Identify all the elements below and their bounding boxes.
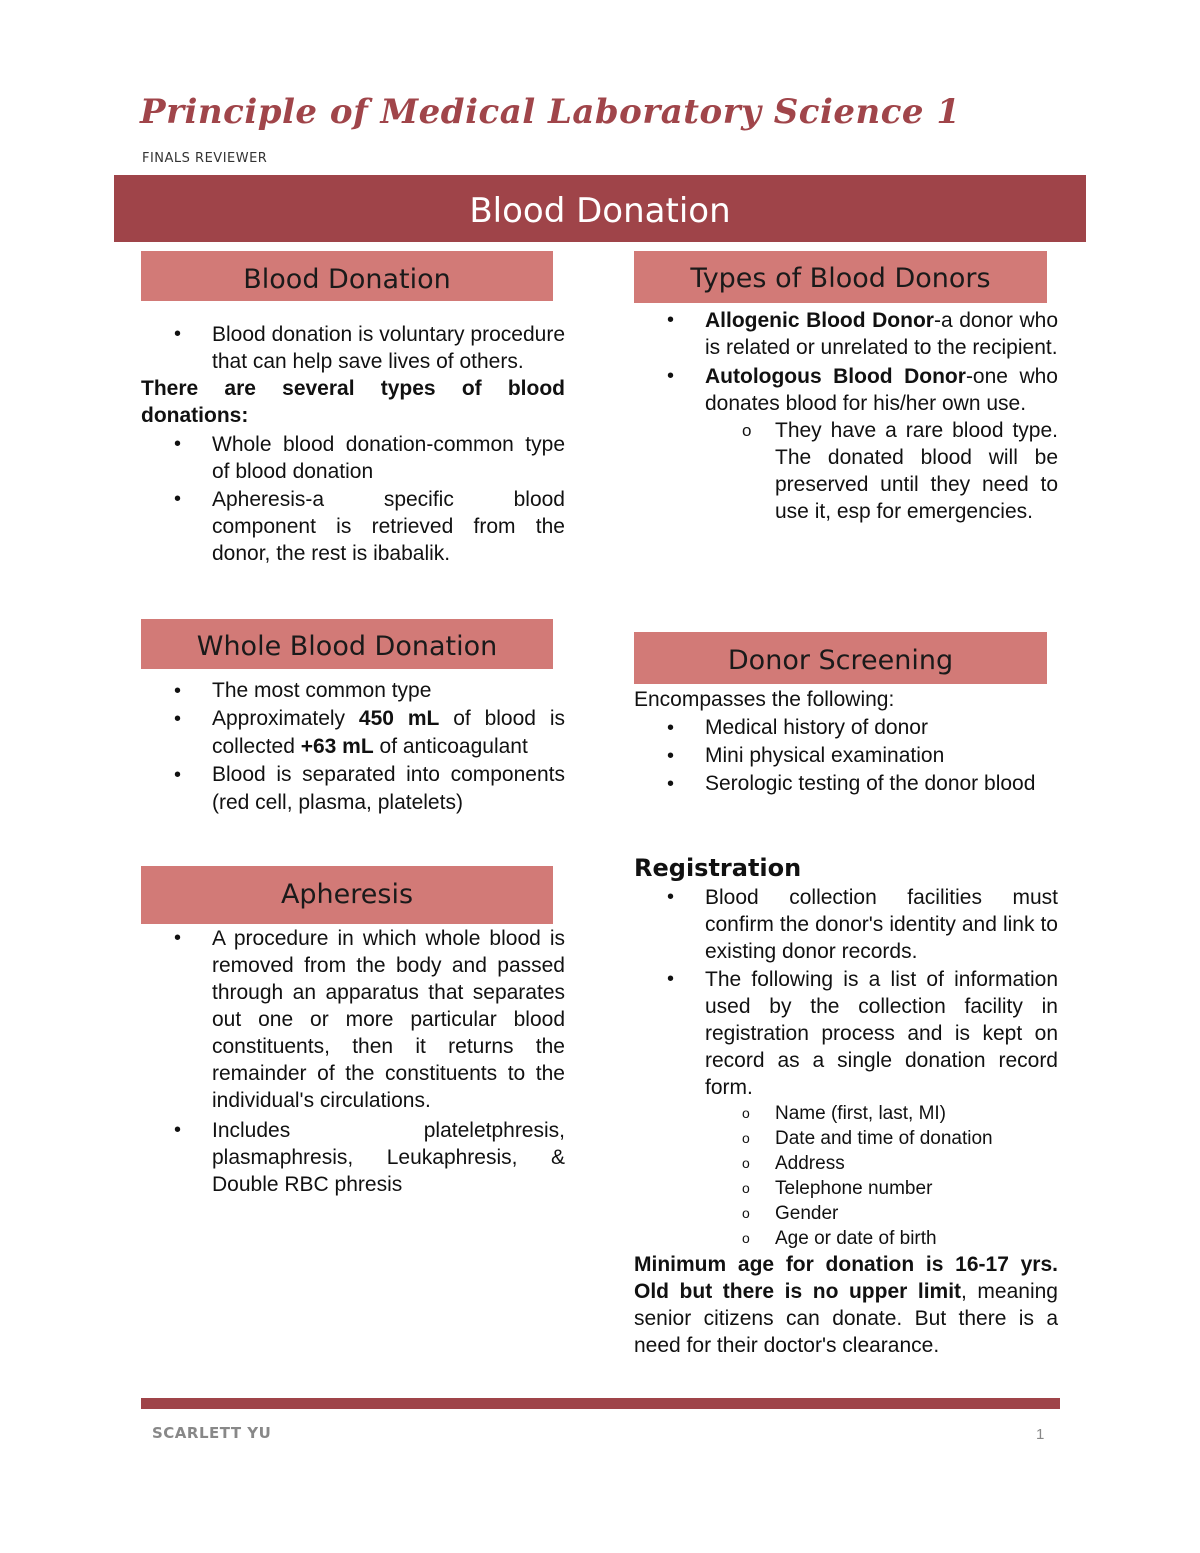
list-item: • A procedure in which whole blood is removed from the body and passed through an apparatus that separates out one or more particular blood constituents, then it returns the remainder of the constituents to the individual's circulations.	[141, 925, 565, 1114]
section-heading-label: Blood Donation	[243, 264, 451, 295]
sub-list-item: o They have a rare blood type. The donated blood will be preserved until they need to use it, esp for emergencies.	[634, 417, 1058, 525]
section-heading-label: Whole Blood Donation	[196, 631, 498, 662]
record-field-item: o Date and time of donation	[634, 1126, 1058, 1151]
list-item	[634, 363, 1058, 417]
record-field-item: o Gender	[634, 1201, 1058, 1226]
bold-anticoagulant-volume: +63 mL	[300, 735, 374, 758]
donor-type-term: Allogenic Blood Donor	[705, 309, 934, 332]
list-item: • Serologic testing of the donor blood	[634, 770, 1058, 798]
list-item: • Medical history of donor	[634, 714, 1058, 742]
main-banner-title: Blood Donation	[469, 191, 731, 231]
donor-type-definition: -a donor who is related or unrelated to the recipient.	[705, 309, 1058, 359]
list-item: • The following is a list of information used by the collection facility in registration process and is kept on record as a single donation record form.	[634, 966, 1058, 1101]
author-name: SCARLETT YU	[152, 1424, 272, 1442]
types-of-donors-section	[634, 307, 1058, 525]
record-field-item: o Address	[634, 1151, 1058, 1176]
list-item: • Apheresis-a specific blood component is retrieved from the donor, the rest is ibabalik.	[141, 486, 565, 567]
donor-type-term: Autologous Blood Donor	[705, 365, 966, 388]
list-item: • Whole blood donation-common type of blood donation	[141, 431, 565, 485]
section-heading-blood-donation	[141, 251, 553, 301]
section-heading-donor-screening	[634, 632, 1047, 684]
list-item: • Blood collection facilities must confirm the donor's identity and link to existing donor records.	[634, 884, 1058, 965]
blood-donation-section	[141, 321, 565, 567]
bold-volume: 450 mL	[358, 707, 440, 730]
section-heading-apheresis	[141, 866, 553, 924]
age-note-bold: Minimum age for donation is 16-17 yrs. Old but there is no upper limit	[634, 1253, 1058, 1303]
list-item: • Mini physical examination	[634, 742, 1058, 770]
main-banner	[114, 175, 1086, 242]
document-subtitle: FINALS REVIEWER	[142, 151, 268, 166]
list-item	[634, 307, 1058, 361]
list-item	[141, 705, 565, 761]
section-heading-whole-blood-donation	[141, 619, 553, 669]
age-note-text: , meaning senior citizens can donate. But there is a need for their doctor's clearance.	[634, 1280, 1058, 1357]
text-run: Approximately	[212, 707, 359, 730]
list-item: • Blood is separated into components (red cell, plasma, platelets)	[141, 761, 565, 817]
footer-divider	[141, 1398, 1060, 1409]
record-field-item: o Age or date of birth	[634, 1226, 1058, 1251]
document-title: Principle of Medical Laboratory Science 1	[140, 92, 961, 132]
record-field-item: o Name (first, last, MI)	[634, 1101, 1058, 1126]
registration-heading: Registration	[634, 854, 802, 882]
section-heading-label: Types of Blood Donors	[690, 263, 991, 294]
registration-section	[634, 853, 1058, 1359]
age-note	[634, 1251, 1058, 1359]
list-item: • Blood donation is voluntary procedure that can help save lives of others.	[141, 321, 565, 375]
text-run: of anticoagulant	[373, 735, 528, 758]
section-heading-label: Apheresis	[280, 879, 414, 910]
apheresis-section	[141, 925, 565, 1198]
list-item: • Includes plateletphresis, plasmaphresis, Leukaphresis, & Double RBC phresis	[141, 1117, 565, 1198]
types-intro: There are several types of blood donations:	[141, 377, 565, 427]
donor-screening-section	[634, 686, 1058, 798]
whole-blood-section	[141, 677, 565, 817]
donor-type-definition: -one who donates blood for his/her own use.	[705, 365, 1058, 415]
list-item: • The most common type	[141, 677, 565, 705]
section-heading-label: Donor Screening	[727, 645, 954, 676]
screening-intro: Encompasses the following:	[634, 688, 895, 711]
section-heading-types-of-donors	[634, 251, 1047, 303]
page-number: 1	[1036, 1426, 1045, 1443]
text-run: of blood is collected	[212, 707, 565, 758]
record-field-item: o Telephone number	[634, 1176, 1058, 1201]
